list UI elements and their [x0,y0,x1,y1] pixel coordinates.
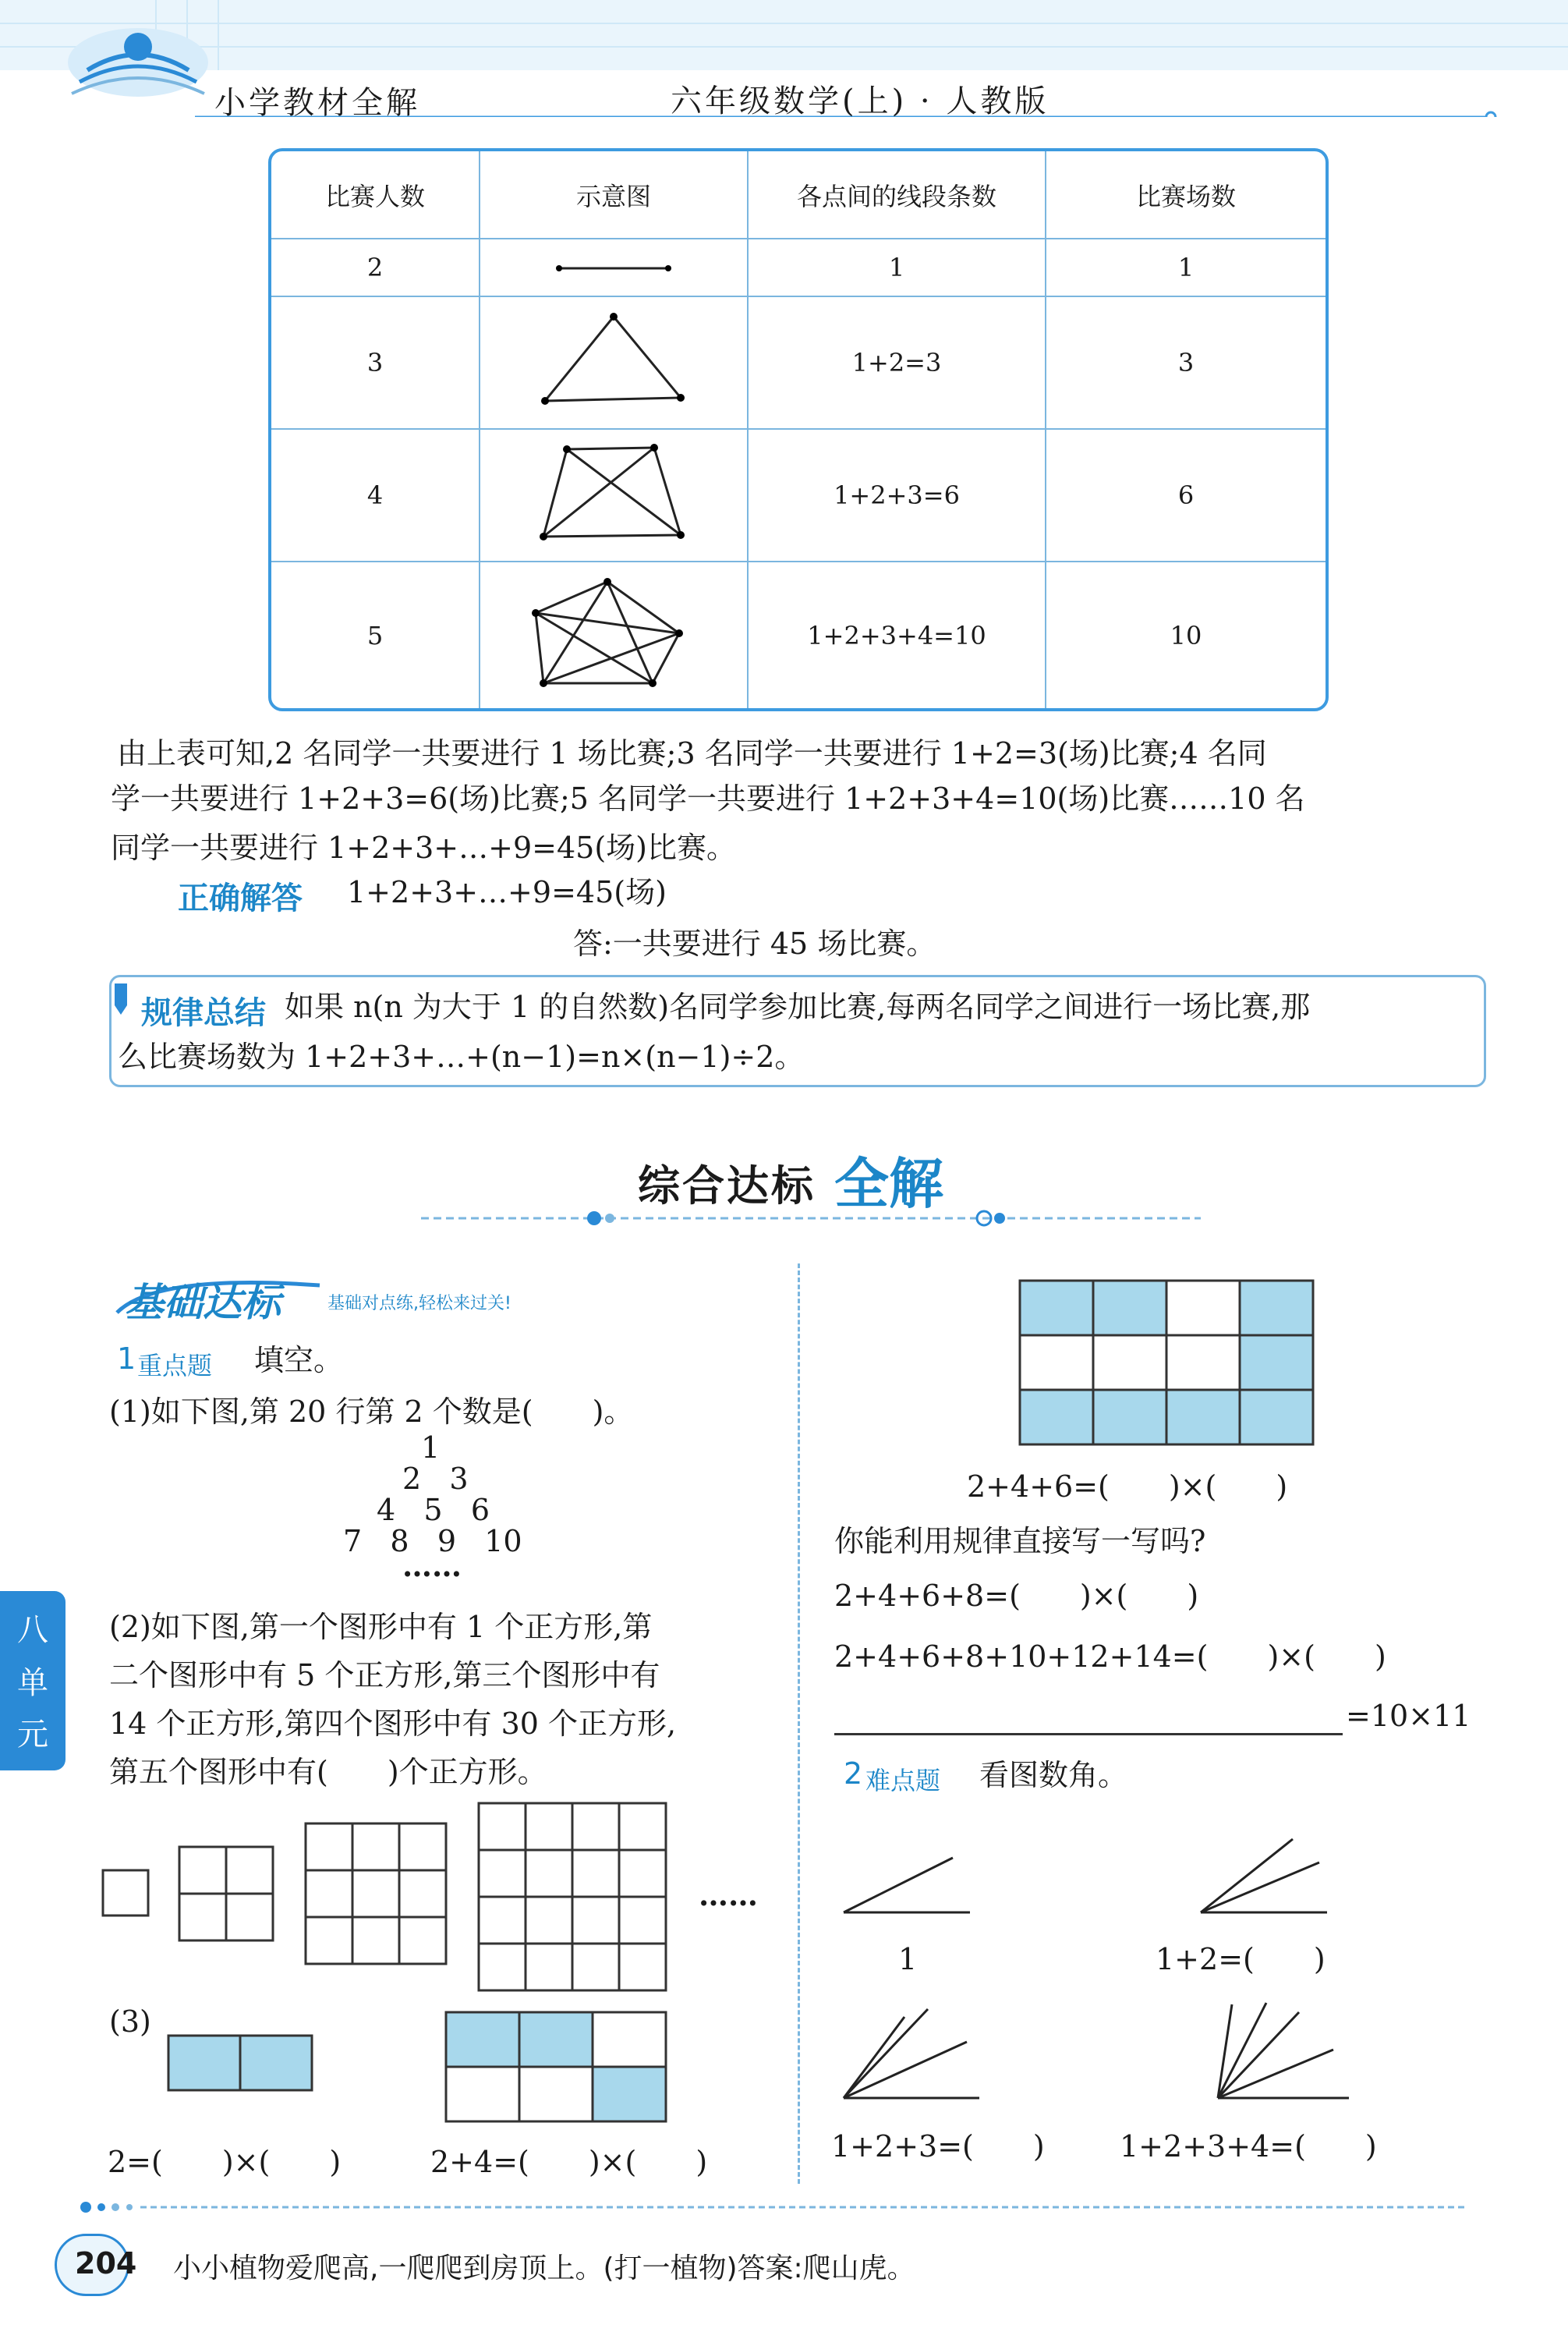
subject-title: 六年级数学(上) · 人教版 [671,83,1049,119]
square-figure-3 [304,1822,449,1970]
page-header [0,0,1568,121]
rule-line: 么比赛场数为 1+2+3+…+(n−1)=n×(n−1)÷2。 [118,1040,805,1074]
diagram-2-points [480,239,748,296]
equation-c: 2+4+6=( )×( ) [967,1469,1288,1504]
question-tag: 难点题 [865,1766,941,1795]
table-header: 各点间的线段条数 [748,151,1046,239]
page-number: 204 [75,2246,137,2281]
book-title: 小学教材全解 [214,85,420,121]
footer-riddle: 小小植物爱爬高,一爬爬到房顶上。(打一植物)答案:爬山虎。 [173,2252,915,2284]
equation-d: 2+4+6+8=( )×( ) [834,1579,1199,1613]
equation-e: 2+4+6+8+10+12+14=( )×( ) [834,1639,1386,1674]
analysis-line: 同学一共要进行 1+2+3+…+9=45(场)比赛。 [111,831,736,865]
rule-line: 如果 n(n 为大于 1 的自然数)名同学参加比赛,每两名同学之间进行一场比赛,那 [285,990,1311,1024]
cell-people: 5 [271,562,480,708]
question-number: 1 [117,1341,136,1376]
question-tag: 重点题 [137,1351,213,1380]
answer-label: 正确解答 [178,881,303,916]
table-row [271,239,1326,296]
angle-figure-4 [1216,2000,1354,2106]
equation-b: 2+4=( )×( ) [430,2145,708,2179]
question-part: (2)如下图,第一个图形中有 1 个正方形,第 [109,1610,653,1644]
square-figure-1 [101,1869,151,1922]
diagram-4-points [480,429,748,562]
question-part: (1)如下图,第 20 行第 2 个数是( )。 [109,1395,634,1429]
triangle-row: 2 3 [402,1462,469,1496]
square-figure-4 [477,1802,669,1997]
answer-blank-line [834,1733,1343,1735]
table-header: 比赛场数 [1046,151,1326,239]
triangle-row: 4 5 6 [377,1493,490,1527]
book-logo-icon [64,16,212,101]
section-title: 综合达标 [638,1161,816,1210]
cell-segments: 1+2+3+4=10 [748,562,1046,708]
table-row [271,296,1326,429]
rule-question: 你能利用规律直接写一写吗? [834,1524,1206,1558]
cell-matches: 10 [1046,562,1326,708]
square-figure-2 [178,1845,276,1947]
match-table [268,148,1329,711]
cell-segments: 1+2+3=6 [748,429,1046,562]
angle-figure-3 [842,2006,982,2106]
side-tab-char: 八 [17,1612,48,1648]
answer-expression: 1+2+3+…+9=45(场) [347,875,667,909]
section-title-accent: 全解 [834,1152,943,1216]
question-part: 第五个图形中有( )个正方形。 [109,1755,547,1789]
table-row [271,429,1326,562]
rect-figure-3x4 [1018,1279,1315,1451]
rule-summary-box [109,975,1486,1087]
table-row [271,562,1326,708]
cell-matches: 3 [1046,296,1326,429]
cell-matches: 6 [1046,429,1326,562]
question-title: 看图数角。 [979,1758,1128,1792]
equation-a: 2=( )×( ) [108,2145,342,2179]
analysis-line: 学一共要进行 1+2+3=6(场)比赛;5 名同学一共要进行 1+2+3+4=10(场)比赛……10 名 [111,781,1305,816]
basic-sublabel: 基础对点练,轻松来过关! [327,1294,511,1313]
continuation-dots: …… [699,1877,758,1912]
unit-side-tab [0,1591,65,1770]
rect-figure-2 [167,2034,317,2096]
angle-label: 1+2=( ) [1156,1942,1326,1976]
diagram-3-points [480,296,748,429]
triangle-row: 1 [421,1430,441,1465]
angle-figure-2 [1199,1836,1332,1920]
basic-label: 基础达标 [125,1280,281,1325]
rect-figure-2x3 [444,2011,669,2128]
triangle-row: 7 8 9 10 [343,1524,522,1558]
analysis-line: 由上表可知,2 名同学一共要进行 1 场比赛;3 名同学一共要进行 1+2=3(场)比赛;4 名同 [117,736,1267,771]
angle-label: 1+2+3=( ) [831,2129,1045,2164]
footer-rule [0,2199,1481,2218]
side-tab-char: 单 [17,1665,48,1701]
question-part: (3) [109,2004,151,2039]
cell-people: 4 [271,429,480,562]
side-tab-char: 元 [17,1717,48,1752]
cell-segments: 1 [748,239,1046,296]
angle-label: 1 [898,1942,918,1976]
question-part: 二个图形中有 5 个正方形,第三个图形中有 [109,1658,660,1692]
diagram-5-points [480,562,748,708]
rule-label: 规律总结 [141,995,266,1031]
question-part: 14 个正方形,第四个图形中有 30 个正方形, [109,1706,677,1741]
question-title: 填空。 [254,1343,344,1377]
cell-segments: 1+2=3 [748,296,1046,429]
triangle-row: …… [402,1548,462,1583]
table-header: 比赛人数 [271,151,480,239]
answer-text: 答:一共要进行 45 场比赛。 [573,927,936,961]
cell-people: 2 [271,239,480,296]
question-number: 2 [844,1756,863,1791]
pencil-icon [107,980,133,1019]
equation-f: =10×11 [1346,1699,1471,1733]
angle-figure-1 [842,1855,975,1920]
column-divider [798,1263,800,2184]
angle-label: 1+2+3+4=( ) [1120,2129,1377,2164]
cell-matches: 1 [1046,239,1326,296]
table-header: 示意图 [480,151,748,239]
cell-people: 3 [271,296,480,429]
